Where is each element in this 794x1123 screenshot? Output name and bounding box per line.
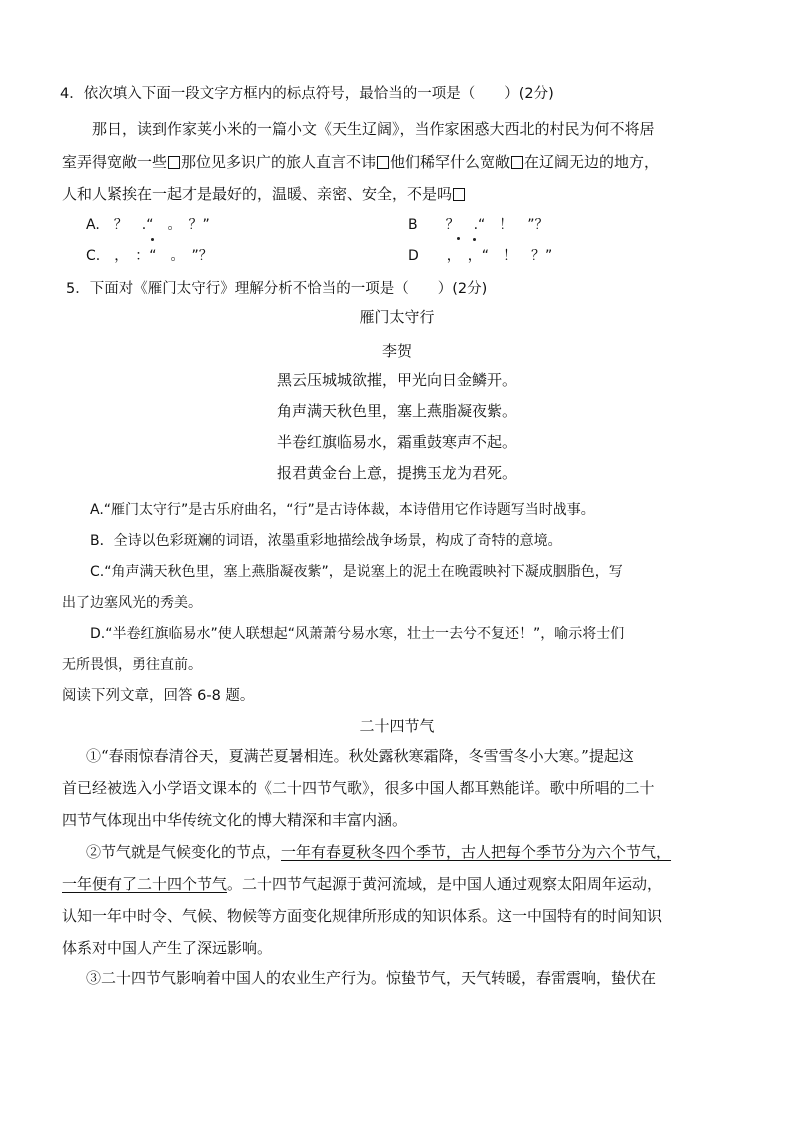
- para1-line-2: 首已经被选入小学语文课本的《二十四节气歌》，很多中国人都耳熟能详。歌中所唱的二十: [62, 779, 655, 797]
- poem-line-3: 半卷红旗临易水，霜重鼓寒声不起。: [276, 433, 517, 451]
- para-text: ②节气就是气候变化的节点，: [86, 843, 282, 861]
- q4-option-a: A. ？ .“ 。 ？”: [86, 217, 210, 233]
- reading-intro: 阅读下列文章，回答 6-8 题。: [62, 688, 255, 704]
- q5-option-d-line-1: D.“半卷红旗临易水”使人联想起“风萧萧兮易水寒，壮士一去兮不复还！”，喻示将士们: [90, 626, 625, 642]
- q5-option-b: B．全诗以色彩斑斓的词语，浓墨重彩地描绘战争场景，构成了奇特的意境。: [90, 533, 562, 549]
- blank-box: [453, 188, 465, 201]
- q4-option-d: D ， ，“ ！ ？”: [408, 248, 553, 264]
- q5-stem: 5．下面对《雁门太守行》理解分析不恰当的一项是（ ）(2分): [66, 281, 488, 297]
- para1-line-1: ①“春雨惊春清谷天，夏满芒夏暑相连。秋处露秋寒霜降，冬雪雪冬小大寒。”提起这: [86, 747, 634, 765]
- para1-line-3: 四节气体现出中华传统文化的博大精深和丰富内涵。: [62, 811, 408, 829]
- poem-line-1: 黑云压城城欲摧，甲光向日金鳞开。: [276, 371, 517, 389]
- scan-dot: [473, 238, 476, 241]
- poem-line-2: 角声满天秋色里，塞上燕脂凝夜紫。: [276, 402, 517, 420]
- q4-passage-line-1: 那日，读到作家荚小米的一篇小文《天生辽阔》，当作家困惑大西北的村民为何不将居: [92, 120, 655, 138]
- scan-dot: [151, 238, 154, 241]
- article-title: 二十四节气: [359, 717, 435, 735]
- blank-box: [377, 156, 389, 169]
- q4-option-c: C. ， ：“ 。 ”？: [86, 248, 213, 264]
- underlined-text: 一年便有了二十四个节气: [62, 875, 228, 893]
- passage-text: 人和人紧挨在一起才是最好的，温暖、亲密、安全，不是吗: [62, 185, 453, 203]
- para2-line-2: [62, 874, 662, 894]
- poem-title: 雁门太守行: [359, 308, 435, 326]
- poem-author: 李贺: [381, 342, 412, 360]
- q5-option-d-line-2: 无所畏惧，勇往直前。: [62, 657, 202, 673]
- passage-text: 在辽阔无边的地方，: [524, 153, 660, 171]
- para2-line-4: 体系对中国人产生了深远影响。: [62, 939, 273, 957]
- blank-box: [168, 156, 180, 169]
- q5-option-c-line-1: C.“角声满天秋色里，塞上燕脂凝夜紫”，是说塞上的泥土在晚霞映衬下凝成胭脂色，写: [90, 564, 623, 580]
- para2-line-3: 认知一年中时令、气候、物候等方面变化规律所形成的知识体系。这一中国特有的时间知识: [62, 907, 663, 925]
- q5-option-a: A.“雁门太守行”是古乐府曲名，“行”是古诗体裁，本诗借用它作诗题写当时战事。: [90, 502, 595, 518]
- scan-dot: [457, 237, 460, 240]
- q4-stem: 4．依次填入下面一段文字方框内的标点符号，最恰当的一项是（ ）(2分): [60, 86, 554, 102]
- para2-line-1: [86, 842, 671, 862]
- blank-box: [511, 156, 523, 169]
- q4-passage-line-2: [62, 152, 659, 172]
- para-text: 。二十四节气起源于黄河流域，是中国人通过观察太阳周年运动，: [227, 875, 663, 893]
- para3-line-1: ③二十四节气影响着中国人的农业生产行为。惊蛰节气，天气转暖，春雷震响，蛰伏在: [86, 969, 657, 987]
- q5-option-c-line-2: 出了边塞风光的秀美。: [62, 595, 202, 611]
- passage-text: 那位见多识广的旅人直言不讳: [181, 153, 377, 171]
- q4-passage-line-3: [62, 184, 466, 204]
- passage-text: 室弄得宽敞一些: [62, 153, 168, 171]
- q4-option-b: B ？ .“ ！ ”？: [408, 217, 549, 233]
- passage-text: 他们稀罕什么宽敞: [390, 153, 511, 171]
- poem-line-4: 报君黄金台上意，提携玉龙为君死。: [276, 464, 517, 482]
- underlined-text: 一年有春夏秋冬四个季节，古人把每个季节分为六个节气，: [281, 843, 672, 861]
